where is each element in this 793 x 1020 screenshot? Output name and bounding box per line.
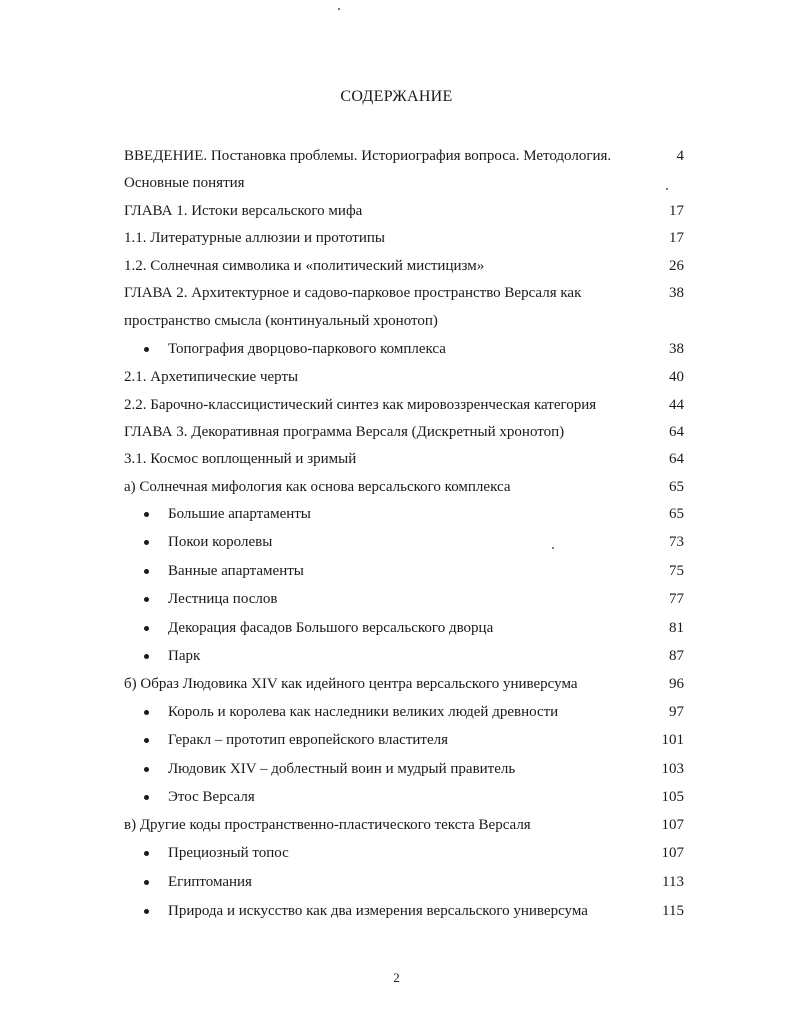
toc-entry-text: Этос Версаля <box>168 789 255 805</box>
bullet-icon <box>144 597 149 602</box>
toc-entry-text: Людовик XIV – доблестный воин и мудрый правитель <box>168 761 516 777</box>
bullet-icon <box>144 347 149 352</box>
toc-entry-text: Лестница послов <box>168 591 278 607</box>
toc-entry-text: а) Солнечная мифология как основа версальского комплекса <box>124 479 511 495</box>
toc-entry-page: 4 <box>676 148 684 164</box>
bullet-icon <box>144 540 149 545</box>
toc-entry-text: 3.1. Космос воплощенный и зримый <box>124 451 357 467</box>
toc-entry-page: 103 <box>661 761 684 777</box>
toc-entry-page: 64 <box>669 424 684 440</box>
toc-entry-text: Основные понятия <box>124 175 245 191</box>
toc-entry-text: Декорация фасадов Большого версальского дворца <box>168 620 494 636</box>
toc-entry-page: 75 <box>669 563 684 579</box>
toc-entry-text: 1.2. Солнечная символика и «политический мистицизм» <box>124 258 485 274</box>
toc-entry-text: Ванные апартаменты <box>168 563 304 579</box>
bullet-icon <box>144 767 149 772</box>
toc-entry-page: 115 <box>662 903 684 919</box>
toc-entry-text: 1.1. Литературные аллюзии и прототипы <box>124 230 385 246</box>
toc-entry-text: ВВЕДЕНИЕ. Постановка проблемы. Историография вопроса. Методология. <box>124 148 612 164</box>
toc-entry-text: б) Образ Людовика XIV как идейного центра версальского универсума <box>124 676 578 692</box>
toc-entry-text: 2.1. Архетипические черты <box>124 369 299 385</box>
toc-entry-page: 107 <box>661 845 684 861</box>
toc-entry-text: Топография дворцово-паркового комплекса <box>168 341 446 357</box>
toc-entry-page: 65 <box>669 479 684 495</box>
bullet-icon <box>144 880 149 885</box>
toc-entry-text: Покои королевы <box>168 534 273 550</box>
toc-entry-text: ГЛАВА 2. Архитектурное и садово-парковое пространство Версаля как <box>124 285 582 301</box>
toc-entry-page: 96 <box>669 676 684 692</box>
toc-entry-page: 44 <box>669 397 684 413</box>
toc-entry-text: Египтомания <box>168 874 252 890</box>
toc-entry-page: 40 <box>669 369 684 385</box>
toc-entry-text: Геракл – прототип европейского властителя <box>168 732 448 748</box>
toc-entry-page: 17 <box>669 230 684 246</box>
toc-entry-page: 38 <box>669 285 684 301</box>
bullet-icon <box>144 710 149 715</box>
scan-speck <box>338 8 340 10</box>
toc-entry-page: 38 <box>669 341 684 357</box>
toc-entry-text: Прециозный топос <box>168 845 289 861</box>
page-number: 2 <box>393 970 400 985</box>
toc-entry-text: пространство смысла (континуальный хронотоп) <box>124 313 438 329</box>
toc-entry-page: 73 <box>669 534 684 550</box>
bullet-icon <box>144 512 149 517</box>
bullet-icon <box>144 851 149 856</box>
toc-entry-text: ГЛАВА 1. Истоки версальского мифа <box>124 203 363 219</box>
toc-entry-page: 81 <box>669 620 684 636</box>
bullet-icon <box>144 654 149 659</box>
toc-entry-page: 113 <box>662 874 684 890</box>
toc-entry-page: 101 <box>661 732 684 748</box>
bullet-icon <box>144 626 149 631</box>
toc-entry-page: 107 <box>661 817 684 833</box>
bullet-icon <box>144 909 149 914</box>
toc-entry-text: 2.2. Барочно-классицистический синтез как мировоззренческая категория <box>124 397 597 413</box>
bullet-icon <box>144 738 149 743</box>
toc-entry-text: Король и королева как наследники великих людей древности <box>168 704 559 720</box>
toc-entry-page: 87 <box>669 648 684 664</box>
toc-entry-page: 65 <box>669 506 684 522</box>
toc-entry-page: 26 <box>669 258 684 274</box>
toc-entry-page: 97 <box>669 704 684 720</box>
bullet-icon <box>144 569 149 574</box>
toc-entry-page: 17 <box>669 203 684 219</box>
scan-speck <box>666 188 668 190</box>
bullet-icon <box>144 795 149 800</box>
toc-entry-text: Парк <box>168 648 201 664</box>
toc-entry-page: 105 <box>661 789 684 805</box>
toc-entry-page: 77 <box>669 591 684 607</box>
toc-entry-text: Природа и искусство как два измерения версальского универсума <box>168 903 588 919</box>
toc-entry-text: Большие апартаменты <box>168 506 311 522</box>
toc-entry-text: ГЛАВА 3. Декоративная программа Версаля (Дискретный хронотоп) <box>124 424 565 440</box>
scan-speck <box>552 547 554 549</box>
toc-entry-page: 64 <box>669 451 684 467</box>
page-title: СОДЕРЖАНИЕ <box>340 88 453 105</box>
toc-entry-text: в) Другие коды пространственно-пластического текста Версаля <box>124 817 531 833</box>
